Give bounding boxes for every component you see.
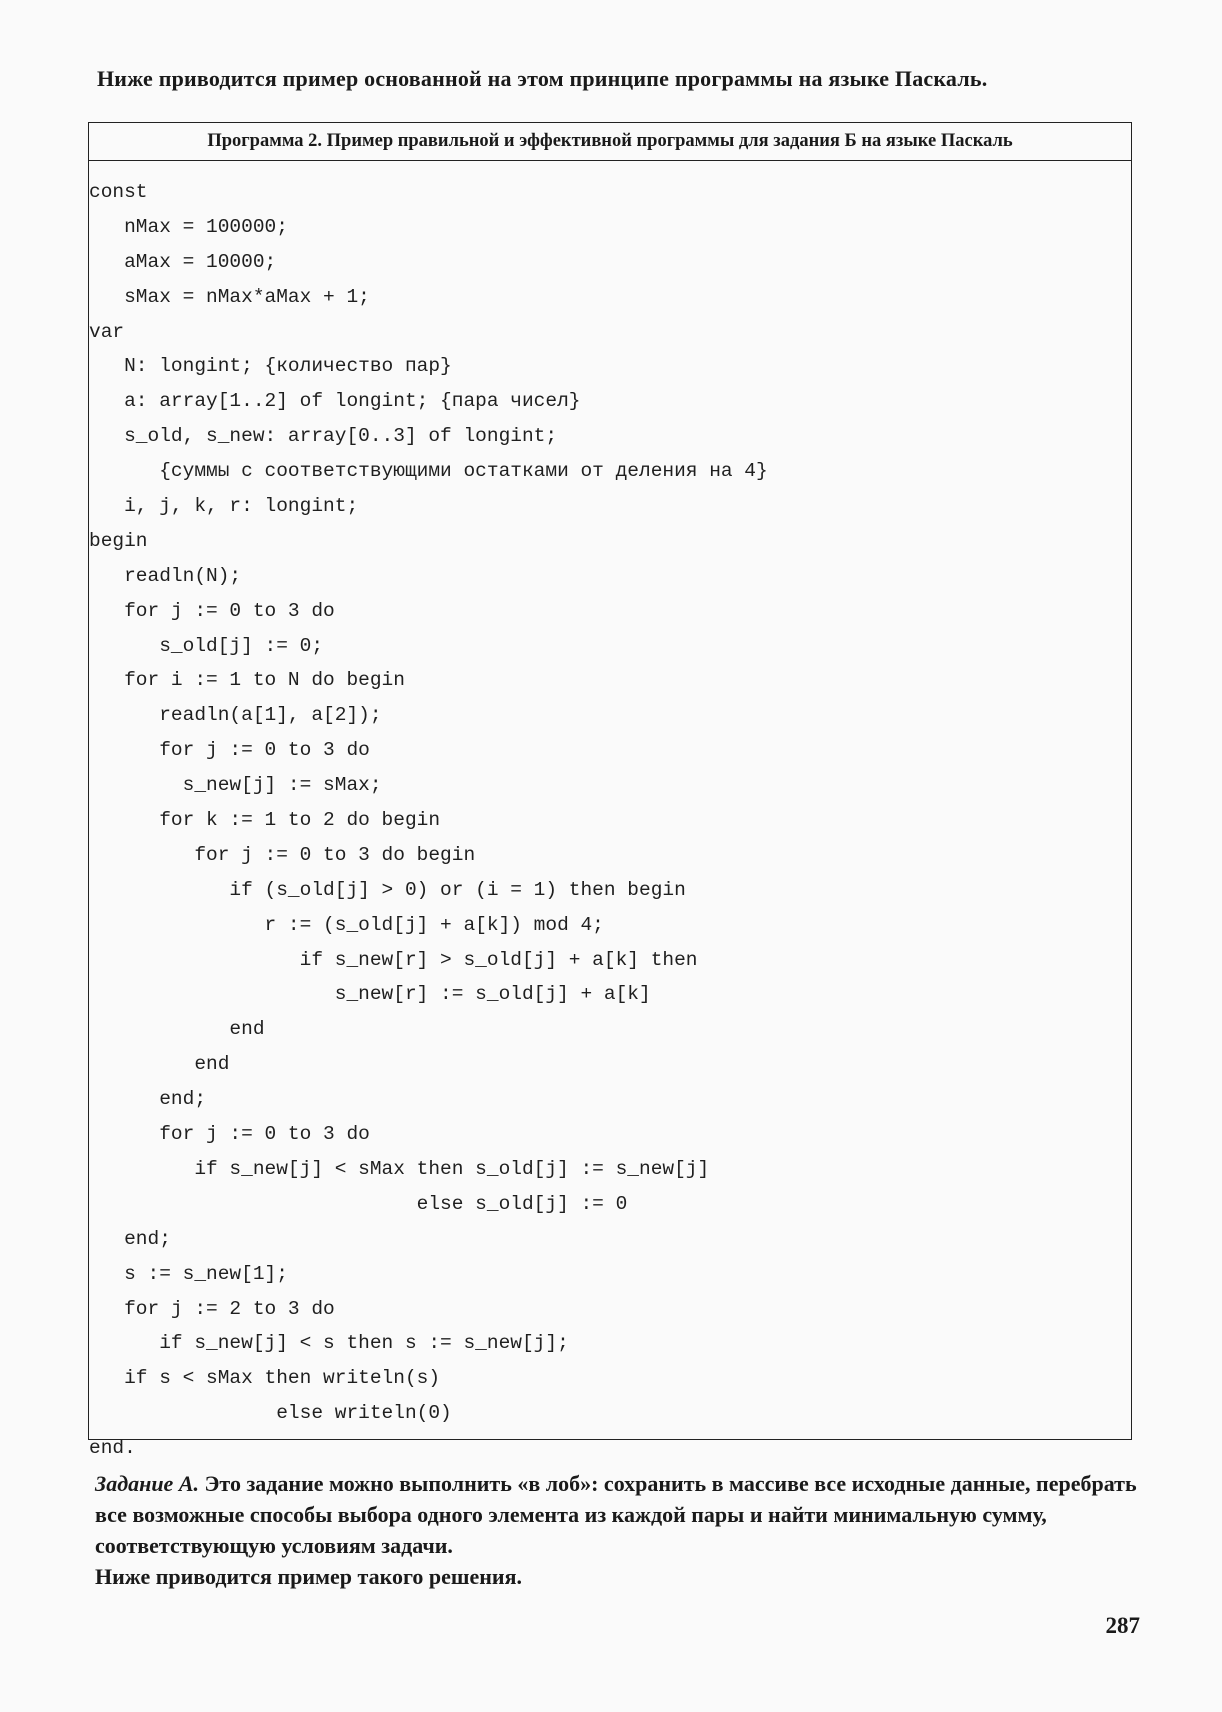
code-line: for j := 0 to 3 do — [89, 1123, 370, 1146]
code-line: s_old[j] := 0; — [89, 634, 324, 657]
code-line: for k := 1 to 2 do begin — [89, 809, 441, 832]
code-line: const — [89, 181, 148, 203]
page-number: 287 — [1105, 1613, 1140, 1638]
code-line: s_old, s_new: array[0..3] of longint; — [89, 425, 558, 448]
code-line: var — [89, 320, 125, 343]
code-line: readln(a[1], a[2]); — [89, 704, 382, 727]
code-line: s := s_new[1]; — [89, 1262, 288, 1285]
program-listing-box — [88, 122, 1132, 1460]
code-line: end. — [89, 1437, 136, 1460]
program-code — [89, 161, 1131, 1466]
code-line: else s_old[j] := 0 — [89, 1192, 628, 1215]
code-line: end; — [89, 1088, 207, 1111]
code-line: aMax = 10000; — [89, 250, 277, 273]
intro-paragraph: Ниже приводится пример основанной на этом принципе программы на языке Паскаль. — [97, 66, 988, 91]
task-paragraph — [95, 1468, 1145, 1561]
code-line: for j := 0 to 3 do begin — [89, 843, 476, 866]
code-line: end — [89, 1018, 265, 1041]
code-line: s_new[r] := s_old[j] + a[k] — [89, 983, 651, 1006]
code-line: if s < sMax then writeln(s) — [89, 1367, 441, 1390]
code-line: {суммы с соответствующими остатками от деления на 4} — [89, 460, 768, 483]
code-line: nMax = 100000; — [89, 215, 288, 238]
code-line: for j := 0 to 3 do — [89, 599, 335, 622]
task-note: Ниже приводится пример такого решения. — [95, 1564, 523, 1589]
code-line: if (s_old[j] > 0) or (i = 1) then begin — [89, 878, 686, 901]
code-line: a: array[1..2] of longint; {пара чисел} — [89, 390, 581, 413]
code-line: if s_new[r] > s_old[j] + a[k] then — [89, 948, 698, 971]
code-line: readln(N); — [89, 564, 242, 587]
code-line: s_new[j] := sMax; — [89, 774, 382, 797]
code-line: N: longint; {количество пар} — [89, 355, 452, 378]
code-line: for j := 2 to 3 do — [89, 1297, 335, 1320]
code-line: else writeln(0) — [89, 1402, 452, 1425]
code-line: end — [89, 1053, 230, 1076]
code-line: for j := 0 to 3 do — [89, 739, 370, 762]
code-line: begin — [89, 529, 148, 552]
task-section — [95, 1468, 1145, 1592]
task-label: Задание А. — [95, 1471, 199, 1496]
code-line: i, j, k, r: longint; — [89, 495, 359, 518]
code-line: sMax = nMax*aMax + 1; — [89, 285, 370, 308]
task-text: Это задание можно выполнить «в лоб»: сохранить в массиве все исходные данные, перебрать все возможные способы выбора одного элемента из каждой пары и найти минимальную сумму, соответствующую условиям задачи. — [95, 1471, 1137, 1558]
code-line: for i := 1 to N do begin — [89, 669, 405, 692]
program-caption: Программа 2. Пример правильной и эффективной программы для задания Б на языке Паскаль — [89, 123, 1131, 161]
code-line: r := (s_old[j] + a[k]) mod 4; — [89, 913, 604, 936]
code-line: if s_new[j] < s then s := s_new[j]; — [89, 1332, 569, 1355]
code-line: end; — [89, 1227, 171, 1250]
code-line: if s_new[j] < sMax then s_old[j] := s_new[j] — [89, 1157, 710, 1180]
